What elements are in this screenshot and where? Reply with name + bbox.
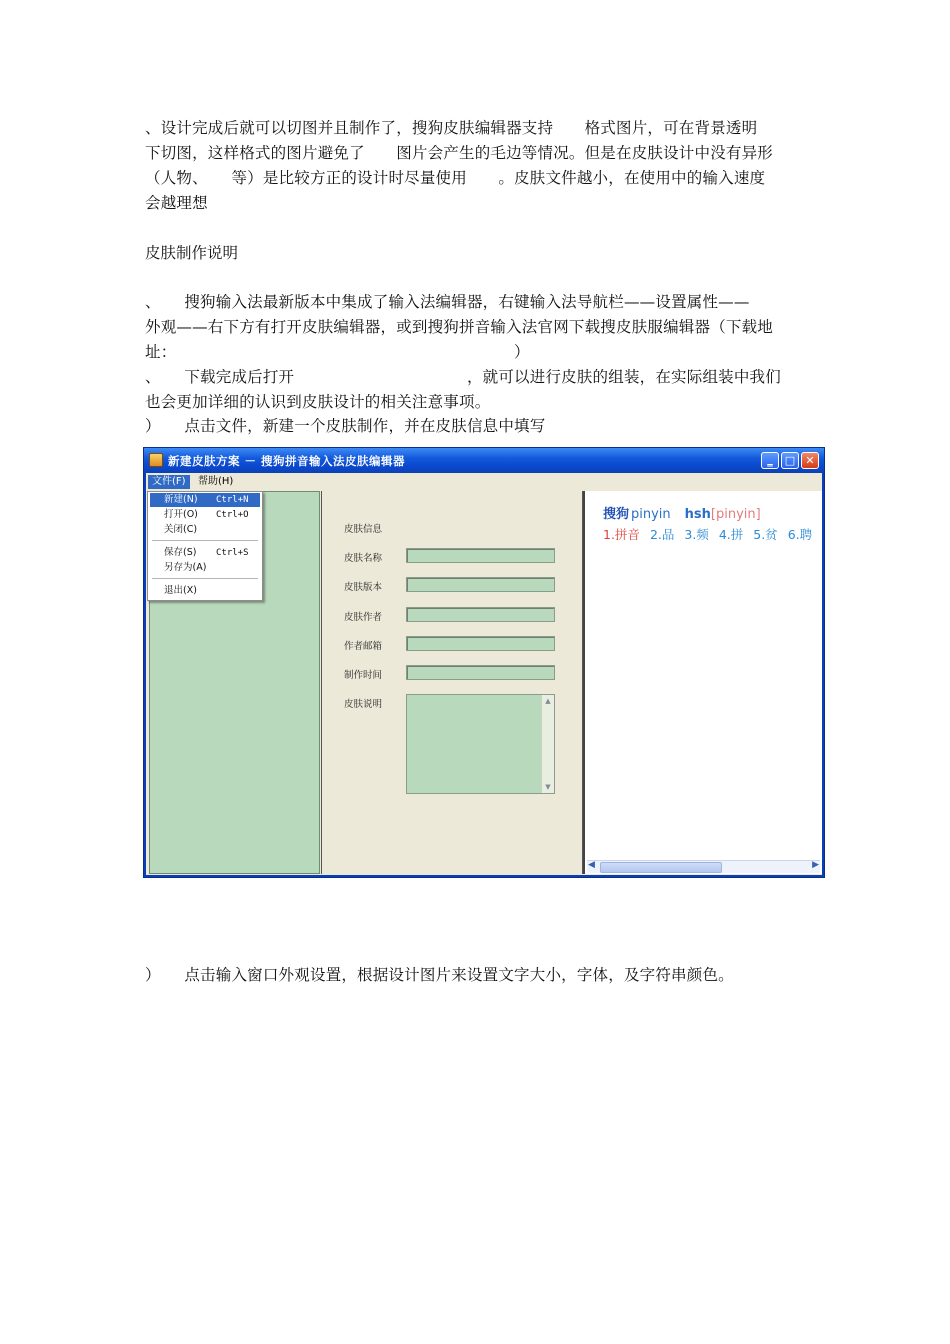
skin-name-label: 皮肤名称 (344, 553, 383, 564)
paragraph-line: 会越理想 (145, 194, 208, 212)
scroll-right-icon[interactable]: ▶ (812, 860, 819, 870)
skin-info-section-label: 皮肤信息 (344, 524, 383, 535)
paragraph-line: 、设计完成后就可以切图并且制作了，搜狗皮肤编辑器支持 格式图片，可在背景透明 (145, 119, 758, 137)
author-email-label: 作者邮箱 (344, 641, 383, 652)
ime-pinyin: pinyin (631, 507, 671, 522)
ime-candidate: 4.拼 (718, 527, 744, 542)
paragraph-line: ） 点击输入窗口外观设置，根据设计图片来设置文字大小，字体，及字符串颜色。 (145, 966, 734, 984)
author-email-input[interactable] (406, 636, 555, 651)
ime-brand: 搜狗 (603, 507, 630, 522)
skin-version-input[interactable] (406, 577, 555, 592)
created-time-label: 制作时间 (344, 670, 383, 681)
section-heading: 皮肤制作说明 (145, 244, 239, 262)
menu-help[interactable]: 帮助(H) (198, 476, 234, 487)
preview-horizontal-scrollbar[interactable] (587, 860, 820, 873)
skin-author-input[interactable] (406, 607, 555, 622)
paragraph-line: 址： ） (145, 343, 530, 361)
paragraph-line: 外观——右下方有打开皮肤编辑器，或到搜狗拼音输入法官网下载搜皮肤服编辑器（下载地 (145, 318, 774, 336)
textarea-scrollbar[interactable] (541, 695, 554, 793)
skin-name-input[interactable] (406, 548, 555, 563)
paragraph-line: ） 点击文件，新建一个皮肤制作，并在皮肤信息中填写 (145, 417, 546, 435)
menu-bar (146, 473, 822, 491)
skin-author-label: 皮肤作者 (344, 612, 383, 623)
skin-version-label: 皮肤版本 (344, 582, 383, 593)
paragraph-appearance-step (145, 963, 810, 988)
scroll-down-icon[interactable]: ▼ (545, 783, 551, 791)
menu-item-open[interactable]: 打开(O) Ctrl+O (164, 509, 249, 520)
ime-candidate: 1.拼音 (603, 527, 640, 542)
paragraph-line: 、 下载完成后打开 ，就可以进行皮肤的组装，在实际组装中我们 (145, 368, 781, 386)
paragraph-cutting (145, 116, 810, 216)
scroll-up-icon[interactable]: ▲ (545, 697, 551, 705)
app-icon (149, 453, 163, 467)
menu-item-save-as[interactable]: 另存为(A) (164, 562, 207, 573)
ime-composition-line (603, 503, 761, 522)
scrollbar-thumb[interactable] (600, 862, 722, 873)
skin-description-label: 皮肤说明 (344, 699, 383, 710)
paragraph-line: 下切图，这样格式的图片避免了 图片会产生的毛边等情况。但是在皮肤设计中没有异形 (145, 144, 774, 162)
close-button[interactable]: ✕ (801, 452, 819, 469)
menu-separator (152, 578, 258, 579)
paragraph-line: 、 搜狗输入法最新版本中集成了输入法编辑器，右键输入法导航栏——设置属性—— (145, 293, 750, 311)
skin-info-pane (321, 491, 583, 874)
ime-code: hsh (684, 507, 711, 522)
ime-candidate-list (603, 525, 822, 543)
file-menu-dropdown (147, 491, 263, 601)
created-time-input[interactable] (406, 665, 555, 680)
menu-item-new[interactable]: 新建(N) Ctrl+N (150, 493, 260, 507)
menu-file[interactable]: 文件(F) (148, 475, 190, 489)
paragraph-editor-location (145, 290, 810, 365)
paragraph-line: （人物、 等）是比较方正的设计时尽量使用 。皮肤文件越小，在使用中的输入速度 (145, 169, 766, 187)
menu-item-save[interactable]: 保存(S) Ctrl+S (164, 547, 249, 558)
ime-hint: [pinyin] (710, 507, 761, 522)
minimize-button[interactable]: ‗ (761, 452, 779, 469)
window-titlebar[interactable] (144, 448, 824, 473)
skin-description-textarea[interactable] (406, 694, 555, 794)
maximize-button[interactable]: □ (781, 452, 799, 469)
menu-item-close[interactable]: 关闭(C) (164, 524, 198, 535)
menu-item-exit[interactable]: 退出(X) (164, 585, 197, 596)
ime-candidate: 6.聘 (787, 527, 813, 542)
paragraph-new-skin-step (145, 414, 810, 439)
paragraph-assembly (145, 365, 810, 415)
ime-candidate: 5.贫 (753, 527, 778, 542)
ime-preview-pane (583, 491, 822, 874)
ime-candidate: 3.频 (684, 527, 709, 542)
skin-editor-window (143, 447, 825, 878)
window-title: 新建皮肤方案 － 搜狗拼音输入法皮肤编辑器 (168, 454, 406, 468)
menu-separator (152, 540, 258, 541)
scroll-left-icon[interactable]: ◀ (588, 860, 595, 870)
ime-candidate: 2.品 (649, 527, 675, 542)
paragraph-line: 也会更加详细的认识到皮肤设计的相关注意事项。 (145, 393, 491, 411)
